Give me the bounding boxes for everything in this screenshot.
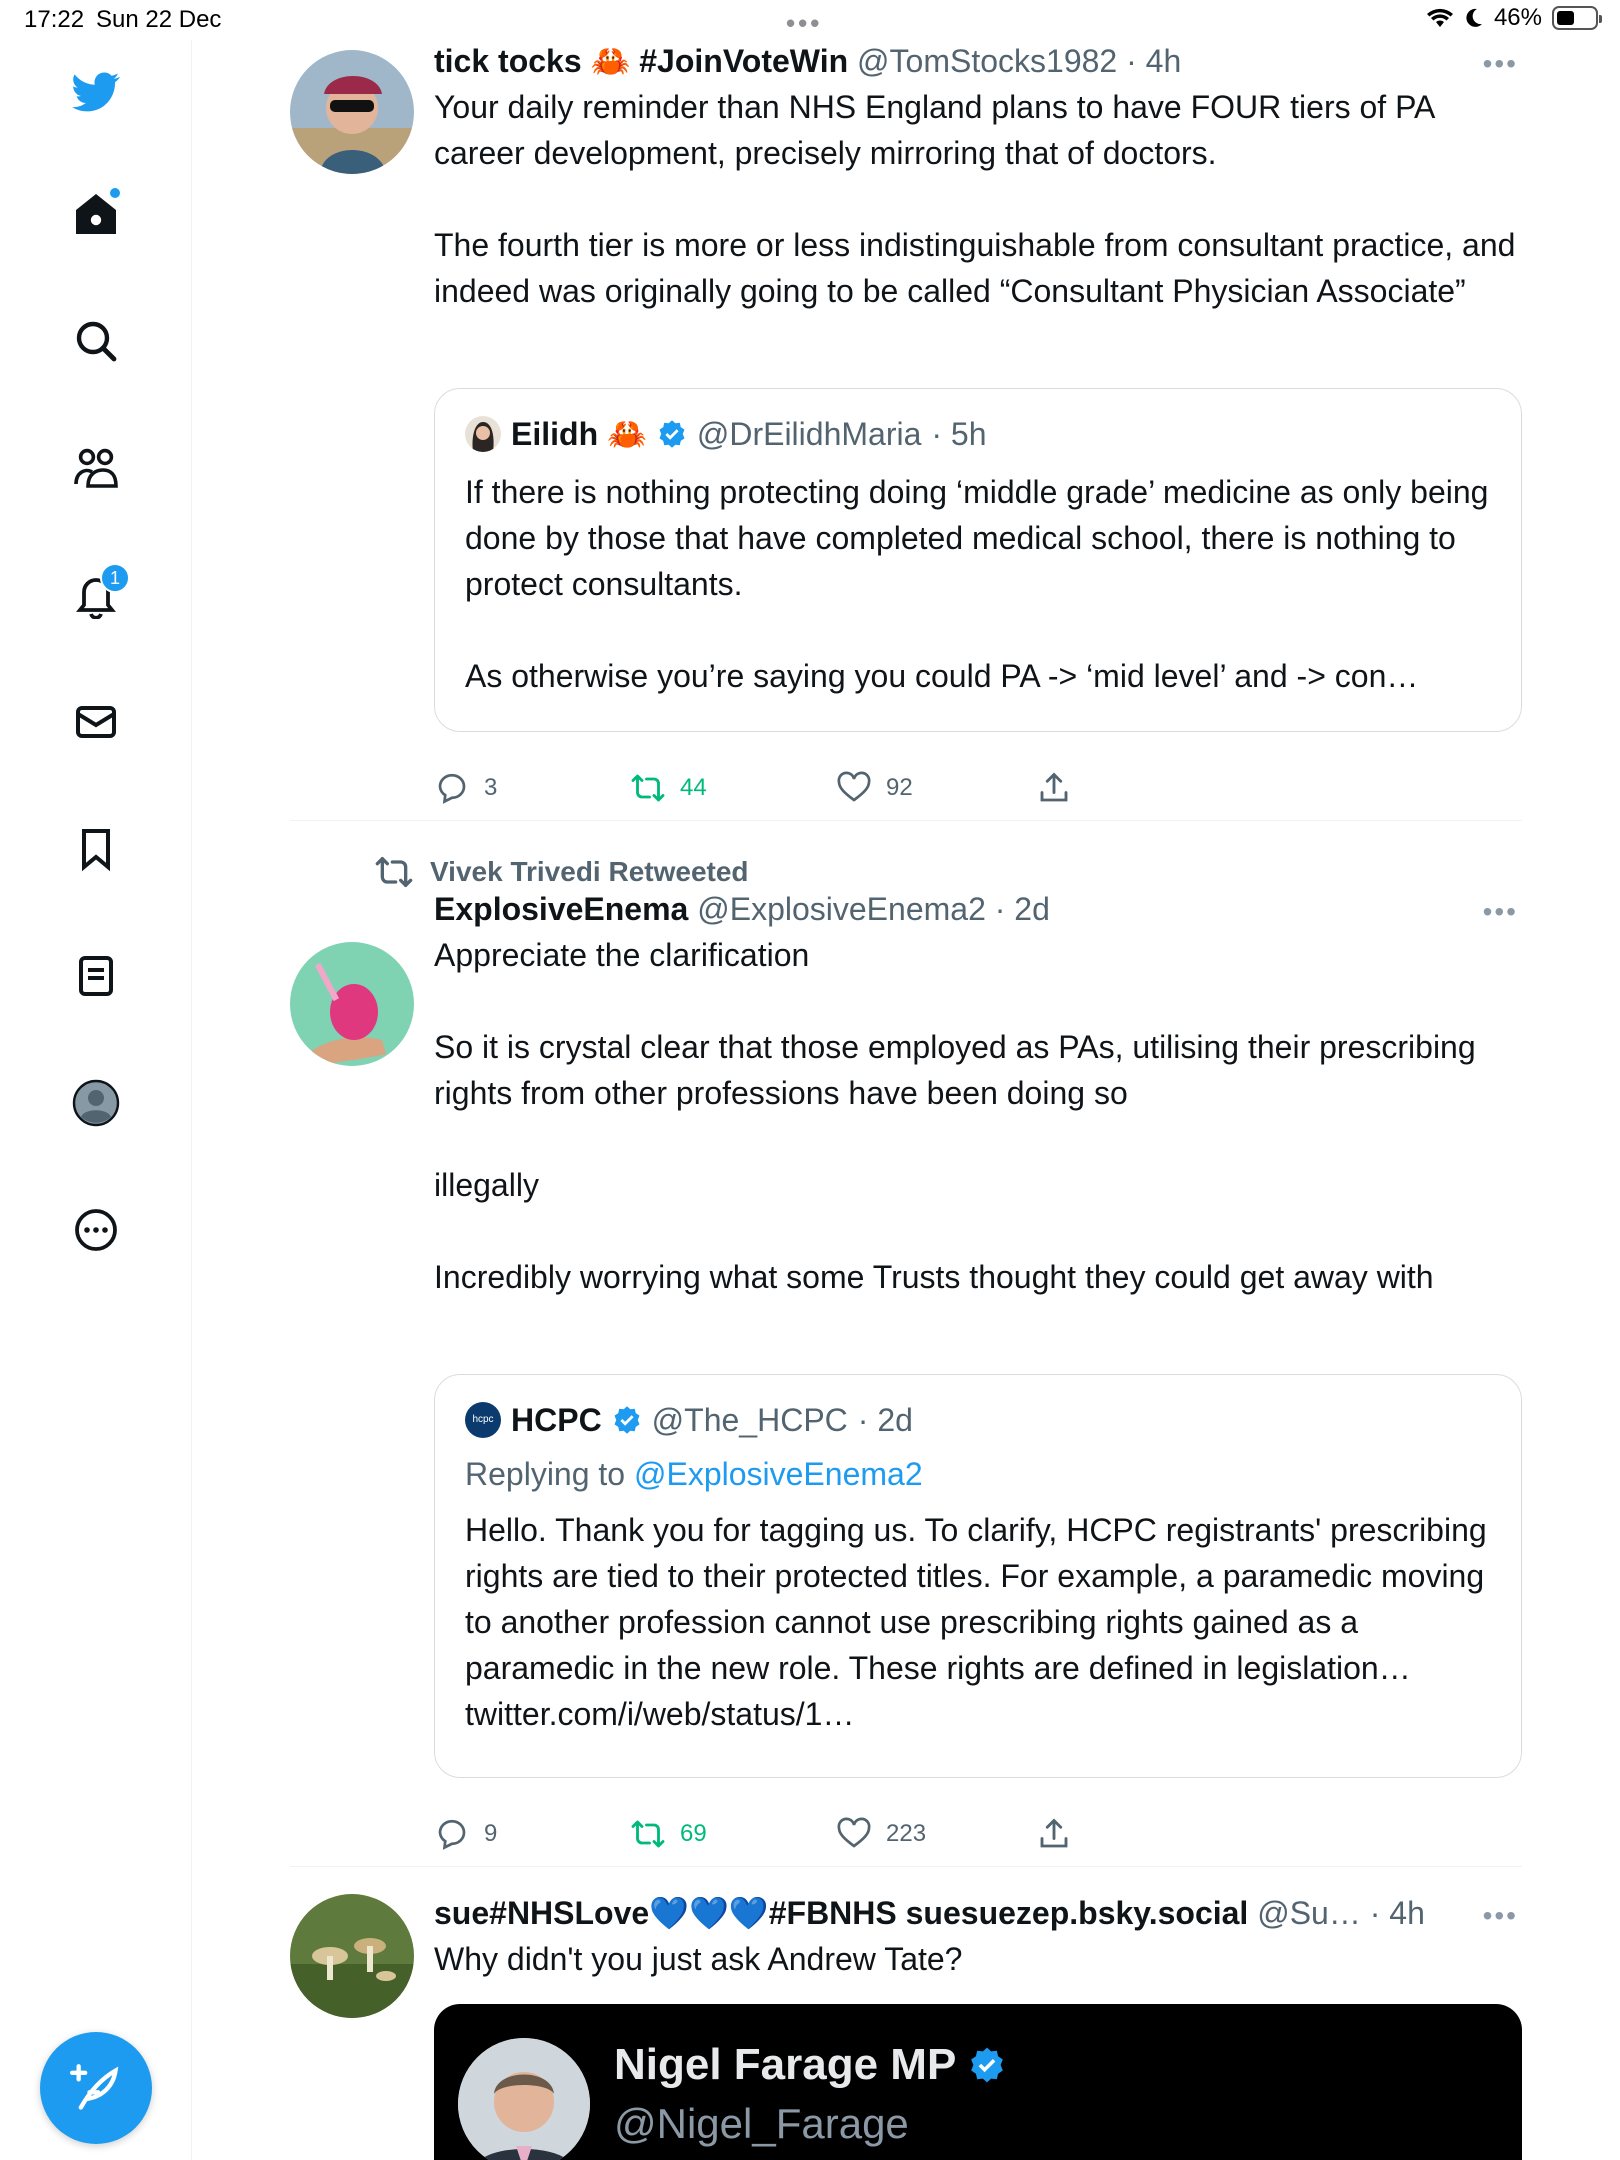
home-unread-dot xyxy=(110,188,120,198)
battery-fill xyxy=(1557,11,1574,25)
verified-badge-icon xyxy=(968,2046,1006,2084)
quoted-avatar xyxy=(465,416,501,452)
divider xyxy=(290,820,1522,821)
like-count: 92 xyxy=(886,774,913,801)
quoted-tweet-time: · 5h xyxy=(931,416,987,452)
reply-icon xyxy=(434,770,470,806)
replying-to-link[interactable]: @ExplosiveEnema2 xyxy=(633,1456,923,1492)
tweet-time[interactable]: · 4h xyxy=(1126,43,1182,79)
tweet-more-icon[interactable]: ••• xyxy=(1482,48,1518,79)
share-icon xyxy=(1036,770,1072,806)
author-handle[interactable]: @ExplosiveEnema2 xyxy=(697,891,986,927)
quoted-avatar: hcpc xyxy=(465,1402,501,1438)
author-name[interactable]: sue#NHSLove💙💙💙#FBNHS suesuezep.bsky.social xyxy=(434,1895,1249,1931)
battery-icon xyxy=(1552,6,1598,30)
tweet-header xyxy=(434,1892,1444,1934)
quoted-tweet-header xyxy=(465,1399,1491,1441)
share-button[interactable] xyxy=(1036,770,1072,806)
compose-tweet-button[interactable] xyxy=(40,2032,152,2144)
more-options-icon[interactable] xyxy=(66,1200,126,1260)
communities-icon[interactable] xyxy=(66,438,126,498)
media-avatar xyxy=(458,2038,590,2160)
quoted-tweet-text: Hello. Thank you for tagging us. To clarify, HCPC registrants' prescribing rights are tied to their protected titles. For example, a paramedic moving to another profession cannot use prescribing rights gained as a paramedic in the new role. These rights are defined in legislation… twitter.com/i/web/status/1… xyxy=(465,1512,1496,1732)
tweet-actions xyxy=(434,770,1134,814)
heart-icon xyxy=(836,1816,872,1852)
avatar[interactable] xyxy=(290,942,414,1066)
bookmarks-icon[interactable] xyxy=(66,819,126,879)
sidebar-nav xyxy=(0,40,192,2160)
reply-button[interactable] xyxy=(434,1816,497,1852)
like-button[interactable] xyxy=(836,1816,926,1852)
reply-icon xyxy=(434,1816,470,1852)
quoted-author-handle: @DrEilidhMaria xyxy=(696,416,922,452)
tweet-text: Why didn't you just ask Andrew Tate? xyxy=(434,1941,963,1977)
retweeted-by-label: Vivek Trivedi Retweeted xyxy=(430,856,749,887)
tweet-text: Your daily reminder than NHS England plans to have FOUR tiers of PA career development, precisely mirroring that of doctors. The fourth tier is more or less indistinguishable from consultant practice, and indeed was originally going to be called “Consultant Physician Associate” xyxy=(434,89,1516,309)
wifi-icon xyxy=(1426,7,1454,29)
reply-count: 9 xyxy=(484,1820,498,1847)
retweeted-by[interactable] xyxy=(374,852,749,892)
quoted-tweet[interactable] xyxy=(434,1374,1522,1778)
moon-icon xyxy=(1464,7,1484,29)
retweet-icon xyxy=(374,852,414,892)
author-handle[interactable]: @TomStocks1982 xyxy=(857,43,1118,79)
author-handle[interactable]: @Su… xyxy=(1257,1895,1361,1931)
verified-badge-icon xyxy=(657,419,687,449)
multitasking-dots-icon[interactable]: ••• xyxy=(786,8,823,38)
reply-button[interactable] xyxy=(434,770,497,806)
status-time: 17:22 xyxy=(24,6,85,33)
compose-icon xyxy=(70,2062,122,2114)
status-bar xyxy=(0,0,1620,40)
tweet-text: Appreciate the clarification So it is crystal clear that those employed as PAs, utilising their prescribing rights from other professions have been doing so illegally Incredibly worrying what some Trusts thought they could get away with xyxy=(434,937,1476,1295)
replying-to-prefix: Replying to xyxy=(465,1456,634,1492)
retweet-button[interactable] xyxy=(630,770,707,806)
tweet-time[interactable]: · 2d xyxy=(994,891,1050,927)
tweet-body xyxy=(434,1892,1522,1982)
tweet-actions xyxy=(434,1816,1134,1860)
status-date: Sun 22 Dec xyxy=(96,6,222,33)
profile-icon[interactable] xyxy=(66,1073,126,1133)
tweet-body xyxy=(434,888,1522,1300)
status-right xyxy=(1426,4,1598,32)
search-icon[interactable] xyxy=(66,311,126,371)
retweet-button[interactable] xyxy=(630,1816,707,1852)
notifications-badge: 1 xyxy=(100,563,130,593)
tweet-header xyxy=(434,40,1522,82)
quoted-tweet-header xyxy=(465,413,1491,455)
retweet-icon xyxy=(630,770,666,806)
tweet-more-icon[interactable]: ••• xyxy=(1482,1900,1518,1931)
notifications-icon[interactable] xyxy=(66,565,126,625)
messages-icon[interactable] xyxy=(66,692,126,752)
divider xyxy=(290,1866,1522,1867)
share-icon xyxy=(1036,1816,1072,1852)
tweet-media-image[interactable] xyxy=(434,2004,1522,2160)
media-name xyxy=(614,2040,1006,2090)
tweet-time[interactable]: · 4h xyxy=(1369,1895,1425,1931)
share-button[interactable] xyxy=(1036,1816,1072,1852)
lists-icon[interactable] xyxy=(66,946,126,1006)
quoted-tweet-text: If there is nothing protecting doing ‘middle grade’ medicine as only being done by those that have completed medical school, there is nothing to protect consultants. As otherwise you’re saying you could PA -> ‘mid level’ and -> con… xyxy=(465,474,1489,694)
quoted-tweet[interactable] xyxy=(434,388,1522,732)
retweet-count: 44 xyxy=(680,774,707,801)
avatar[interactable] xyxy=(290,1894,414,2018)
quoted-tweet-time: · 2d xyxy=(857,1402,913,1438)
quoted-author-name: HCPC xyxy=(511,1402,602,1438)
tweet-header xyxy=(434,888,1522,930)
media-name-text: Nigel Farage MP xyxy=(614,2040,957,2089)
quoted-author-name: Eilidh 🦀 xyxy=(511,416,647,452)
heart-icon xyxy=(836,770,872,806)
like-count: 223 xyxy=(886,1820,927,1847)
home-icon[interactable] xyxy=(66,184,126,244)
battery-percent: 46% xyxy=(1493,4,1542,31)
reply-count: 3 xyxy=(484,774,498,801)
media-handle: @Nigel_Farage xyxy=(614,2100,909,2147)
author-name[interactable]: ExplosiveEnema xyxy=(434,891,689,927)
like-button[interactable] xyxy=(836,770,913,806)
retweet-count: 69 xyxy=(680,1820,707,1847)
verified-badge-icon xyxy=(612,1405,642,1435)
author-name[interactable]: tick tocks 🦀 #JoinVoteWin xyxy=(434,43,849,79)
avatar[interactable] xyxy=(290,50,414,174)
replying-to xyxy=(465,1453,1491,1495)
twitter-logo-icon[interactable] xyxy=(66,62,126,122)
quoted-author-handle: @The_HCPC xyxy=(651,1402,848,1438)
tweet-body xyxy=(434,40,1522,314)
retweet-icon xyxy=(630,1816,666,1852)
tweet-more-icon[interactable]: ••• xyxy=(1482,896,1518,927)
